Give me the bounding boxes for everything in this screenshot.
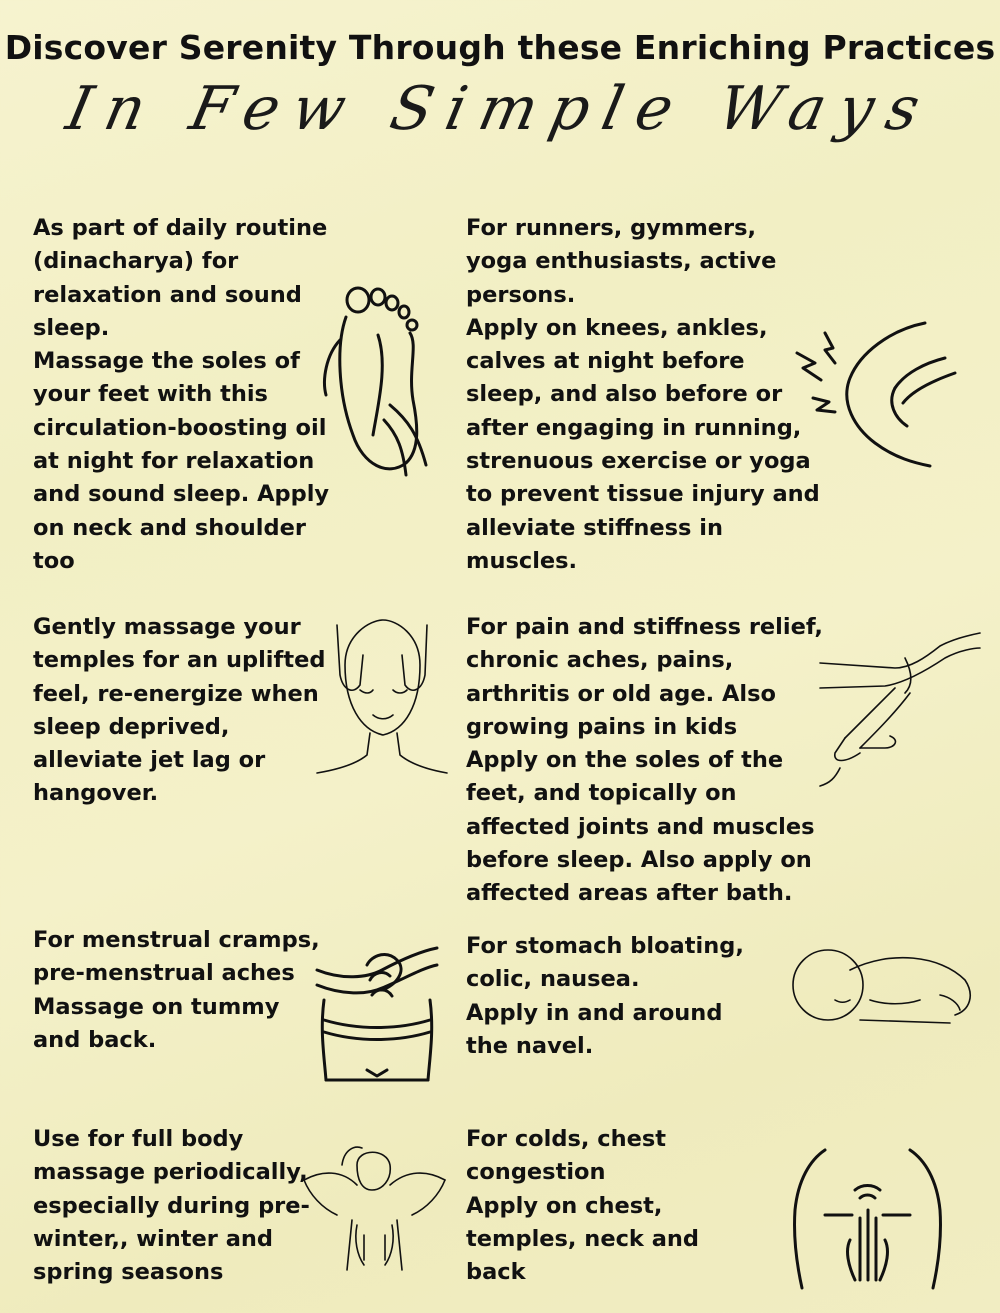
block-menstrual: For menstrual cramps, pre-menstrual aches Massage on tummy and back. (33, 927, 320, 1053)
block-daily-routine: As part of daily routine (dinacharya) for relaxation and sound sleep. Massage the soles of your feet with this circulation-boosting oil at night for relaxation and sound sleep. Apply on neck and shoulder too (33, 215, 330, 574)
block-runners: For runners, gymmers, yoga enthusiasts, active persons. Apply on knees, ankles, calves at night before sleep, and also before or after engaging in running, strenuous exercise or yoga to prevent tissue injury and alleviate stiffness in muscles. (466, 215, 820, 574)
head-massage-icon (315, 615, 450, 780)
leg-massage-icon (815, 628, 985, 788)
block-full-body: Use for full body massage periodically, especially during pre- winter,, winter and spring seasons (33, 1126, 310, 1286)
page-title: Discover Serenity Through these Enriching Practices (4, 28, 996, 67)
tummy-massage-icon (312, 940, 442, 1085)
block-stomach: For stomach bloating, colic, nausea. Apply in and around the navel. (466, 933, 744, 1059)
block-pain-relief: For pain and stiffness relief, chronic aches, pains, arthritis or old age. Also growing pains in kids Apply on the soles of the feet, and topically on affected joints and muscles before sleep. Also apply on affected areas after bath. (466, 614, 823, 907)
body-massage-icon (302, 1140, 447, 1275)
page-subtitle: In Few Simple Ways (60, 74, 940, 144)
chest-massage-icon (790, 1140, 945, 1290)
block-temples: Gently massage your temples for an uplifted feel, re-energize when sleep deprived, alleviate jet lag or hangover. (33, 614, 326, 807)
foot-icon (318, 285, 438, 480)
sleeping-baby-icon (790, 945, 975, 1030)
knee-pain-icon (795, 318, 965, 468)
block-colds: For colds, chest congestion Apply on chest, temples, neck and back (466, 1126, 700, 1286)
